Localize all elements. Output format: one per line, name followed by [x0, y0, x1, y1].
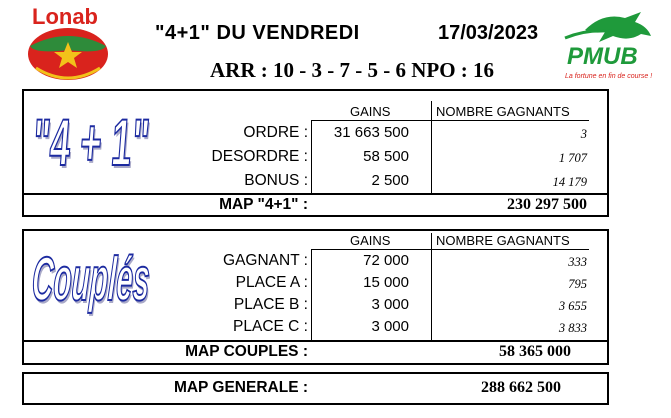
page-title: "4+1" DU VENDREDI [155, 22, 360, 44]
horse-jockey-icon [585, 12, 651, 42]
row-label-place-a: PLACE A : [235, 274, 308, 291]
row-winners-place-a: 795 [568, 277, 587, 291]
row-label-desordre: DESORDRE : [211, 148, 308, 165]
map-4plus1-value: 230 297 500 [507, 196, 587, 213]
map-4plus1-label: MAP "4+1" : [219, 196, 308, 213]
gains-column-left-rule [311, 120, 312, 193]
section-couples-title: Couplés [30, 245, 152, 314]
map-couples-value: 58 365 000 [499, 343, 571, 360]
map-generale-value: 288 662 500 [481, 379, 561, 396]
pmub-wordmark: PMUB [567, 43, 638, 70]
gains-column-right-rule [431, 101, 432, 193]
row-label-place-b: PLACE B : [233, 296, 308, 313]
section-4plus1-divider [22, 193, 609, 195]
pmub-tagline: La fortune en fin de course ! [565, 73, 653, 80]
map-couples-label: MAP COUPLES : [185, 343, 308, 360]
row-gain-place-b: 3 000 [371, 296, 409, 313]
row-label-gagnant: GAGNANT : [223, 252, 308, 269]
col-gains-header: GAINS [350, 233, 391, 248]
header-underline [311, 120, 589, 121]
section-4plus1-title: "4 + 1" [30, 105, 153, 179]
couples-gains-left-rule [311, 249, 312, 340]
lonab-logo [22, 4, 118, 82]
arrival-order: ARR : 10 - 3 - 7 - 5 - 6 NPO : 16 [210, 58, 495, 82]
row-winners-place-c: 3 833 [558, 321, 587, 335]
col-winners-header: NOMBRE GAGNANTS [436, 104, 570, 119]
row-winners-desordre: 1 707 [558, 151, 587, 165]
pmub-logo [555, 8, 665, 84]
row-winners-bonus: 14 179 [552, 175, 587, 189]
row-label-bonus: BONUS : [244, 172, 308, 189]
section-couples-divider [22, 340, 609, 342]
row-gain-gagnant: 72 000 [363, 252, 409, 269]
row-gain-bonus: 2 500 [371, 172, 409, 189]
row-label-ordre: ORDRE : [243, 124, 308, 141]
row-gain-place-a: 15 000 [363, 274, 409, 291]
row-gain-place-c: 3 000 [371, 318, 409, 335]
row-winners-place-b: 3 655 [558, 299, 587, 313]
col-gains-header: GAINS [350, 104, 391, 119]
row-winners-ordre: 3 [580, 127, 587, 141]
row-gain-desordre: 58 500 [363, 148, 409, 165]
col-winners-header: NOMBRE GAGNANTS [436, 233, 570, 248]
map-generale-label: MAP GENERALE : [173, 379, 308, 396]
couples-header-underline [311, 249, 589, 250]
row-label-place-c: PLACE C : [233, 318, 308, 335]
row-winners-gagnant: 333 [568, 255, 587, 269]
lonab-wordmark: Lonab [32, 4, 98, 29]
race-date: 17/03/2023 [438, 22, 539, 44]
row-gain-ordre: 31 663 500 [333, 124, 409, 141]
